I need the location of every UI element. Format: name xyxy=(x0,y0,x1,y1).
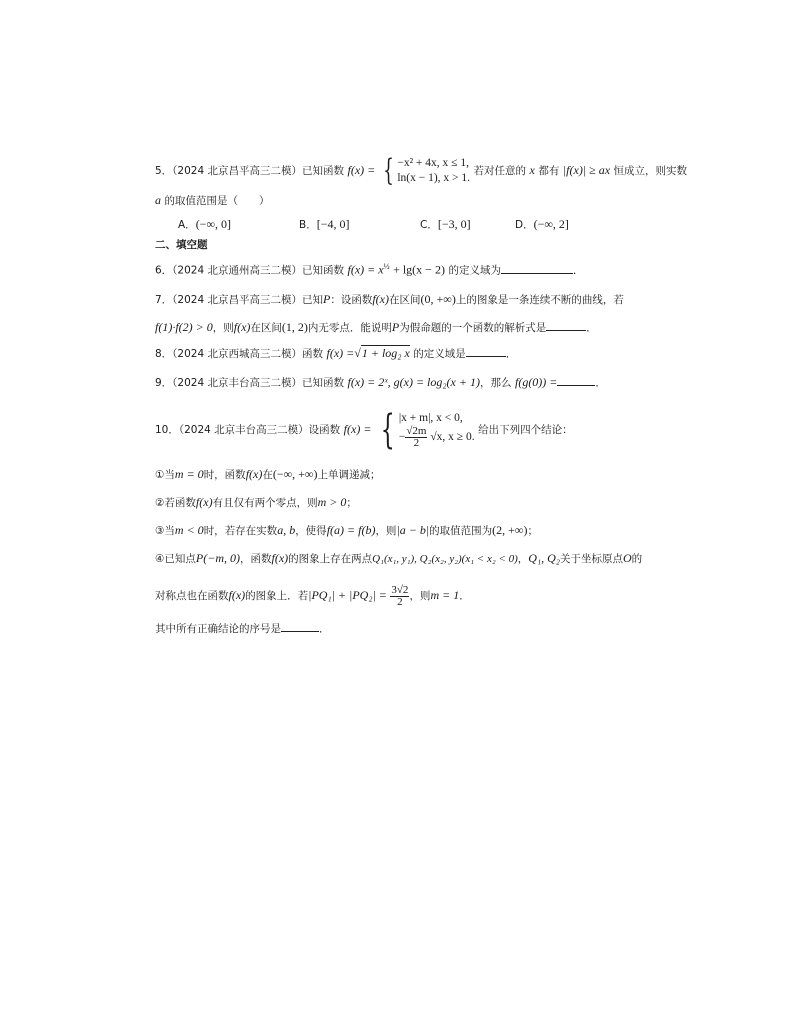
q7-line2: f(1)·f(2) > 0，则f(x)在区间(1, 2)内无零点．能说明P为假命题的一个函数的解析式是 ． xyxy=(155,320,597,334)
q6-func: f(x) = x xyxy=(347,262,384,277)
q10-answer-blank[interactable] xyxy=(281,620,319,632)
q10-statement-4-line2: 对称点也在函数f(x)的图象上．若|PQ₁| + |PQ₂| = $\frac{3√2}{2}$ ，则m = 1． xyxy=(155,583,470,608)
q5-cases xyxy=(397,156,470,186)
q5-a: a xyxy=(155,193,161,207)
q6-exp: ½ xyxy=(383,262,390,271)
q6-prefix: 6．（2024 北京通州高三二模）已知函数 xyxy=(155,264,344,277)
q5-option-d: D．(−∞, 2] xyxy=(515,217,569,231)
q10-final: 其中所有正确结论的序号是 ． xyxy=(155,620,330,637)
q6-answer-blank[interactable] xyxy=(501,262,573,274)
q5-case2: ln(x − 1), x > 1. xyxy=(397,172,471,184)
q10-brace: { xyxy=(380,407,395,453)
q5-prefix: 5．（2024 北京昌平高三二模）已知函数 xyxy=(155,165,344,177)
q10-fraction: $\frac{3√2}{2}$ xyxy=(391,583,409,608)
q10-statement-3: ③当m < 0时，若存在实数a, b，使得f(a) = f(b)，则|a − b|的取值范围为(2, +∞)； xyxy=(155,523,538,537)
q5-option-a: A．(−∞, 0] xyxy=(178,217,232,231)
q5-suffix: 恒成立，则实数 xyxy=(613,165,688,177)
q5-func: f(x) = xyxy=(347,163,376,177)
q8-line: 8．（2024 北京西城高三二模）函数 f(x) =√1 + log₂ x 的定义域是 ． xyxy=(155,346,517,360)
q5-line2-text: 的取值范围是（ ） xyxy=(164,195,270,207)
q6-rest: + lg(x − 2) xyxy=(393,262,445,277)
section-title: 二、填空题 xyxy=(155,239,208,251)
q10-statement-4: ④已知点P(−m, 0)，函数f(x)的图象上存在两点Q₁(x₁, y₁), Q₂(x₂, y₂)(x₁ < x₂ < 0)，Q₁, Q₂关于坐标原点O的 xyxy=(155,551,643,565)
q5-ineq: |f(x)| ≥ ax xyxy=(562,163,611,177)
q5-x: x xyxy=(529,163,535,177)
q5-line1 xyxy=(155,153,688,188)
q5-line2 xyxy=(155,192,270,209)
q10-line1: 10．（2024 北京丰台高三二模）设函数 f(x) = { |x + m|, x < 0, − $\frac{√2m}{2}$ √x, x ≥ 0. 给出下列四个结论： xyxy=(155,407,573,453)
q7-answer-blank[interactable] xyxy=(546,319,586,331)
q5-brace: { xyxy=(383,153,394,188)
q5-option-c: C．[−3, 0] xyxy=(420,217,471,231)
q9-answer-blank[interactable] xyxy=(557,374,595,386)
q7-line1: 7．（2024 北京昌平高三二模）已知P：设函数f(x)在区间(0, +∞)上的图象是一条连续不断的曲线，若 xyxy=(155,292,624,306)
q6-line: 6．（2024 北京通州高三二模）已知函数 $f(x) = x^{\frac{1}{2}} + \lg(x - 2)$ 的定义域为 ． xyxy=(155,262,584,277)
q5-mid: 若对任意的 xyxy=(473,165,527,177)
q10-statement-1: ①当m = 0时，函数f(x)在(−∞, +∞)上单调递减； xyxy=(155,467,381,481)
q8-radicand: 1 + log₂ x xyxy=(361,346,410,360)
q5-option-b: B．[−4, 0] xyxy=(299,217,350,231)
q5-mid2: 都有 xyxy=(538,165,560,177)
q10-statement-2: ②若函数f(x)有且仅有两个零点，则m > 0； xyxy=(155,495,357,509)
q10-cases: |x + m|, x < 0, − $\frac{√2m}{2}$ √x, x ≥ 0. xyxy=(398,412,475,449)
q8-answer-blank[interactable] xyxy=(466,345,506,357)
q6-suffix: 的定义域为 xyxy=(448,264,501,277)
q9-line: 9．（2024 北京丰台高三二模）已知函数 f(x) = 2ˣ, g(x) = log₂(x + 1)，那么 f(g(0)) = ． xyxy=(155,375,606,389)
q5-case1: −x² + 4x, x ≤ 1, xyxy=(397,157,469,169)
